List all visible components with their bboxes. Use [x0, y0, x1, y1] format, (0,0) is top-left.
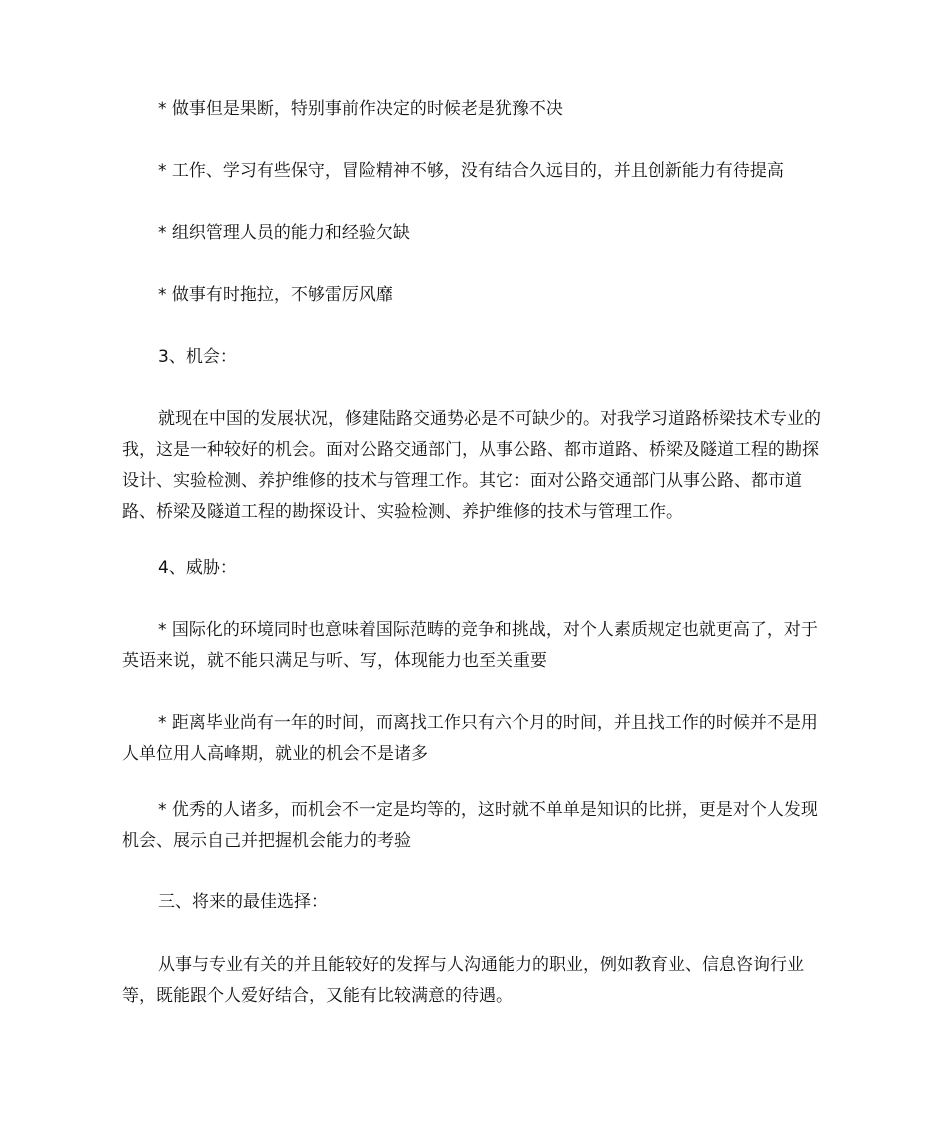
weakness-item-procrastination: * 做事有时拖拉，不够雷厉风靡	[158, 285, 393, 305]
threat-item-internationalization: * 国际化的环境同时也意味着国际范畴的竞争和挑战，对个人素质规定也就更高了，对于英语来说，就不能只满足与听、写，体现能力也至关重要	[122, 620, 818, 671]
section-heading-opportunity: 3、机会：	[158, 347, 237, 367]
weakness-item-management: * 组织管理人员的能力和经验欠缺	[158, 223, 410, 243]
threat-item-graduation: * 距离毕业尚有一年的时间，而离找工作只有六个月的时间，并且找工作的时候并不是用人单位用人高峰期，就业的机会不是诸多	[122, 713, 818, 764]
threat-item-competition: * 优秀的人诸多，而机会不一定是均等的，这时就不单单是知识的比拼，更是对个人发现机会、展示自己并把握机会能力的考验	[122, 800, 818, 851]
opportunity-paragraph: 就现在中国的发展状况，修建陆路交通势必是不可缺少的。对我学习道路桥梁技术专业的我，这是一种较好的机会。面对公路交通部门，从事公路、都市道路、桥梁及隧道工程的勘探设计、实验检测、养护维修的技术与管理工作。其它：面对公路交通部门从事公路、都市道路、桥梁及隧道工程的勘探设计、实验检测、养护维修的技术与管理工作。	[122, 409, 821, 522]
weakness-item-conservative: * 工作、学习有些保守，冒险精神不够，没有结合久远目的，并且创新能力有待提高	[158, 161, 784, 181]
best-choice-paragraph: 从事与专业有关的并且能较好的发挥与人沟通能力的职业，例如教育业、信息咨询行业等，既能跟个人爱好结合，又能有比较满意的待遇。	[122, 955, 804, 1006]
section-heading-threat: 4、威胁：	[158, 558, 237, 578]
weakness-item-decisiveness: * 做事但是果断，特别事前作决定的时候老是犹豫不决	[158, 99, 563, 119]
section-heading-best-choice: 三、将来的最佳选择：	[158, 892, 328, 912]
